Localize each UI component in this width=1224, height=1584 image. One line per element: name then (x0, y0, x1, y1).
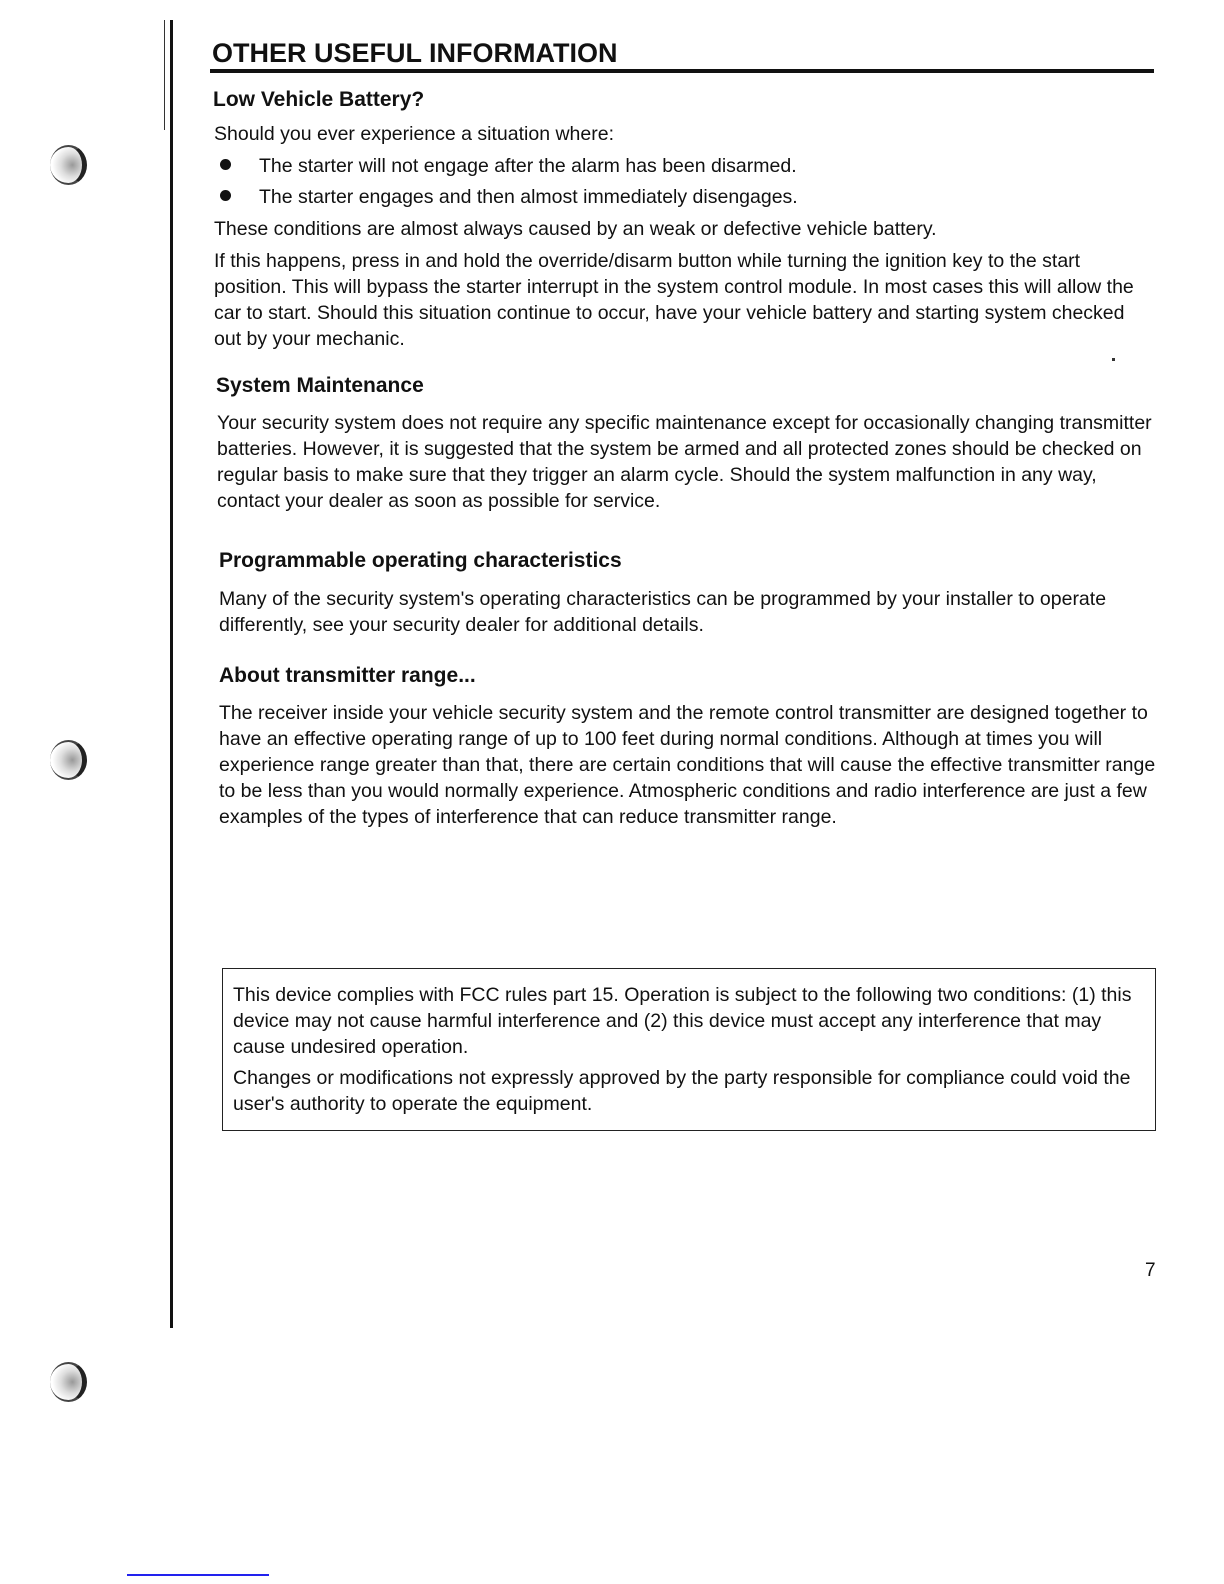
paragraph: Your security system does not require any specific maintenance except for occasionally changing transmitter batteries. However, it is suggested that the system be armed and all protected zones should be checked on regular basis to make sure that they trigger an alarm cycle. Should the system malfunction in any way, contact your dealer as soon as possible for service. (217, 412, 1152, 512)
section-heading-system-maintenance: System Maintenance (216, 374, 424, 397)
bullet-item: The starter will not engage after the alarm has been disarmed. (220, 153, 797, 179)
bullet-icon (220, 159, 231, 170)
binding-edge-line (170, 20, 173, 1328)
page-number: 7 (1145, 1260, 1156, 1281)
paragraph: The receiver inside your vehicle security system and the remote control transmitter are designed together to have an effective operating range of up to 100 feet during normal conditions. Although at times you will experience range greater than that, there are certain conditions that will cause the effective transmitter range to be less than you would normally experience. Atmospheric conditions and radio interference are just a few examples of the types of interference that can reduce transmitter range. (219, 702, 1156, 828)
punch-hole-icon (50, 145, 87, 185)
bullet-item: The starter engages and then almost immediately disengages. (220, 184, 798, 210)
fcc-notice-box (222, 968, 1156, 1131)
paragraph: If this happens, press in and hold the override/disarm button while turning the ignition key to the start position. This will bypass the starter interrupt in the system control module. In most cases this will allow the car to start. Should this situation continue to occur, have your vehicle battery and starting system checked out by your mechanic. (214, 250, 1134, 350)
fcc-paragraph: This device complies with FCC rules part 15. Operation is subject to the following two conditions: (1) this device may not cause harmful interference and (2) this device must accept any interference that may cause undesired operation. (233, 984, 1132, 1058)
paragraph: These conditions are almost always caused by an weak or defective vehicle battery. (214, 218, 937, 240)
scan-speck (1112, 358, 1115, 361)
section-heading-programmable: Programmable operating characteristics (219, 549, 622, 572)
punch-hole-icon (50, 740, 87, 780)
fcc-paragraph: Changes or modifications not expressly approved by the party responsible for compliance could void the user's authority to operate the equipment. (233, 1067, 1131, 1115)
title-rule (210, 69, 1154, 73)
footer-link-underline (127, 1574, 269, 1576)
punch-hole-icon (50, 1362, 87, 1402)
section-intro: Should you ever experience a situation where: (214, 123, 614, 145)
paragraph: Many of the security system's operating characteristics can be programmed by your installer to operate differently, see your security dealer for additional details. (219, 588, 1107, 636)
bullet-icon (220, 190, 231, 201)
page-title: OTHER USEFUL INFORMATION (212, 38, 618, 68)
binding-edge-line (164, 20, 165, 130)
section-heading-low-battery: Low Vehicle Battery? (213, 88, 425, 111)
section-heading-transmitter-range: About transmitter range... (219, 664, 476, 687)
